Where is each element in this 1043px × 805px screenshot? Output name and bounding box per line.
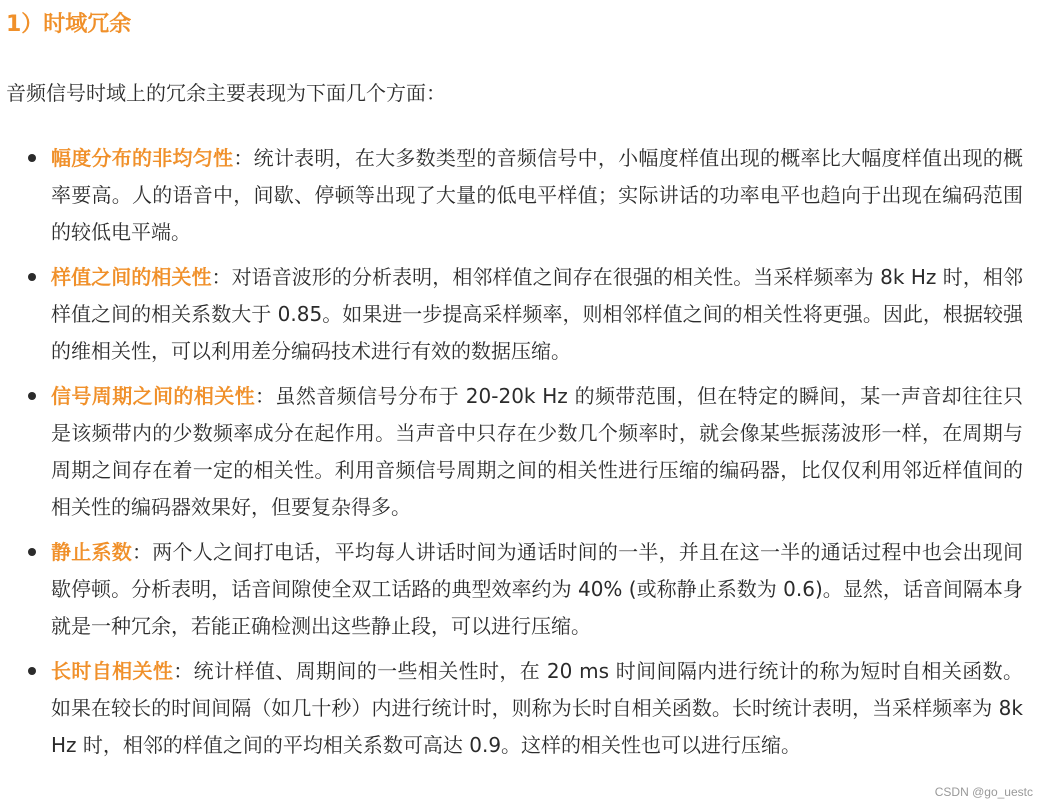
watermark: CSDN @go_uestc [934,785,1033,799]
list-item-text: ：统计样值、周期间的一些相关性时，在 20 ms 时间间隔内进行统计的称为短时自相关函数。如果在较长的时间间隔（如几十秒）内进行统计时，则称为长时自相关函数。长时统计表明，当采样频率为 8k Hz 时，相邻的样值之间的平均相关系数可高达 0.9。这样的相关性也可以进行压缩。 [51,659,1023,757]
list-item-term: 信号周期之间的相关性 [51,384,256,408]
list-item [0,534,1043,645]
section-heading: 1）时域冗余 [6,12,132,37]
list-item-text: ：虽然音频信号分布于 20-20k Hz 的频带范围，但在特定的瞬间，某一声音却往往只是该频带内的少数频率成分在起作用。当声音中只存在少数几个频率时，就会像某些振荡波形一样，在周期与周期之间存在着一定的相关性。利用音频信号周期之间的相关性进行压缩的编码器，比仅仅利用邻近样值间的相关性的编码器效果好，但要复杂得多。 [51,384,1024,519]
list-item-term: 幅度分布的非均匀性 [51,146,234,170]
list-item-term: 长时自相关性 [51,659,174,683]
bullet-dot-icon [28,273,36,281]
redundancy-list [0,140,1043,772]
bullet-dot-icon [28,667,36,675]
list-item-term: 样值之间的相关性 [51,265,212,289]
intro-paragraph: 音频信号时域上的冗余主要表现为下面几个方面： [6,81,446,105]
list-item-term: 静止系数 [51,540,133,564]
list-item [0,653,1043,764]
list-item-text: ：两个人之间打电话，平均每人讲话时间为通话时间的一半，并且在这一半的通话过程中也会出现间歇停顿。分析表明，话音间隙使全双工话路的典型效率约为 40% (或称静止系数为 0.6)。显然，话音间隔本身就是一种冗余，若能正确检测出这些静止段，可以进行压缩。 [51,540,1024,638]
list-item [0,259,1043,370]
list-item-text: ：对语音波形的分析表明，相邻样值之间存在很强的相关性。当采样频率为 8k Hz 时，相邻样值之间的相关系数大于 0.85。如果进一步提高采样频率，则相邻样值之间的相关性将更强。因此，根据较强的维相关性，可以利用差分编码技术进行有效的数据压缩。 [51,265,1024,363]
bullet-dot-icon [28,154,36,162]
bullet-dot-icon [28,548,36,556]
list-item [0,140,1043,251]
bullet-dot-icon [28,392,36,400]
list-item-text: ：统计表明，在大多数类型的音频信号中，小幅度样值出现的概率比大幅度样值出现的概率要高。人的语音中，间歇、停顿等出现了大量的低电平样值；实际讲话的功率电平也趋向于出现在编码范围的较低电平端。 [51,146,1024,244]
list-item [0,378,1043,526]
